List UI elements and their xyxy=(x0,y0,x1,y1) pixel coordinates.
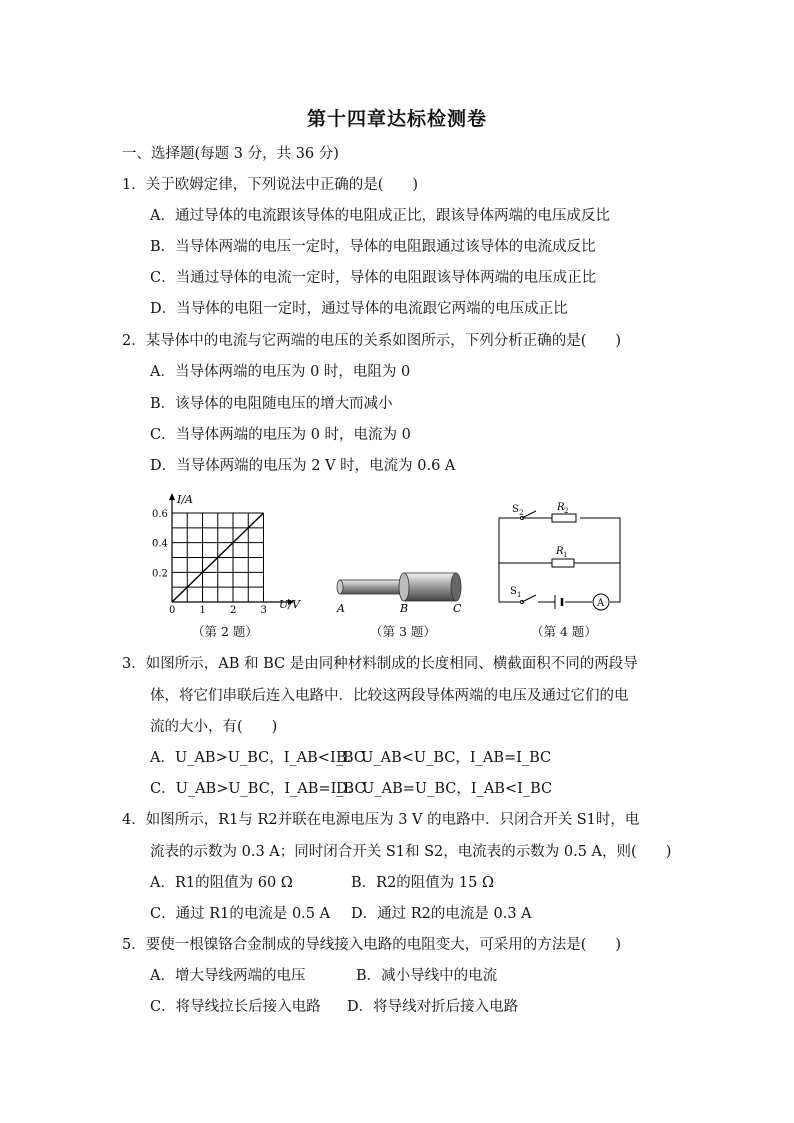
fig2-x-tick-label: 0 xyxy=(169,605,176,615)
q3-option-a: A．U_AB>U_BC，I_AB<I_BC xyxy=(150,750,365,766)
q1-option-b: B．当导体两端的电压一定时，导体的电阻跟通过该导体的电流成反比 xyxy=(150,239,596,255)
fig4-r1-resistor xyxy=(552,559,574,567)
q4-option-d: D．通过 R2的电流是 0.3 A xyxy=(351,906,532,922)
q1-option-d: D．当导体的电阻一定时，通过导体的电流跟它两端的电压成正比 xyxy=(150,301,568,317)
fig4-r2-resistor xyxy=(552,514,576,522)
q5-option-c: C．将导线拉长后接入电路 xyxy=(150,999,321,1015)
q4-option-b: B．R2的阻值为 15 Ω xyxy=(351,875,494,891)
fig2-x-tick-label: 2 xyxy=(230,605,237,615)
fig2-y-label: I/A xyxy=(177,493,193,506)
fig3-thin-section xyxy=(340,580,406,594)
fig4-label-s1-sub: 1 xyxy=(517,591,522,599)
fig4-caption: （第 4 题） xyxy=(531,624,597,639)
fig2-caption: （第 2 题） xyxy=(192,624,258,639)
fig4-s1-blade xyxy=(522,595,536,602)
q4-option-c: C．通过 R1的电流是 0.5 A xyxy=(150,906,331,922)
fig4-label-r2-sub: 2 xyxy=(564,507,569,515)
fig4-wire-right xyxy=(580,518,620,602)
fig3-conductor xyxy=(328,568,478,616)
q1-option-c: C．当通过导体的电流一定时，导体的电阻跟该导体两端的电压成正比 xyxy=(150,270,597,286)
q1-option-a: A．通过导体的电流跟该导体的电阻成正比，跟该导体两端的电压成反比 xyxy=(150,208,610,224)
fig4-label-s1: S xyxy=(510,586,517,597)
fig3-label-b: B xyxy=(400,602,409,615)
q3-option-c: C．U_AB>U_BC，I_AB=I_BC xyxy=(150,781,366,797)
q5-option-b: B．减小导线中的电流 xyxy=(356,968,498,984)
q2-option-b: B．该导体的电阻随电压的增大而减小 xyxy=(150,396,393,412)
fig3-thick-section xyxy=(404,573,456,601)
q4-option-a: A．R1的阻值为 60 Ω xyxy=(150,875,293,891)
fig3-label-c: C xyxy=(453,602,462,615)
fig2-y-tick-label: 0.6 xyxy=(152,509,168,520)
fig4-label-r1: R xyxy=(556,546,564,557)
fig2-y-tick-label: 0.2 xyxy=(152,568,168,580)
q4-stem-line-1: 4．如图所示，R1与 R2并联在电源电压为 3 V 的电路中．只闭合开关 S1时，电 xyxy=(122,812,640,828)
fig4-s2-blade xyxy=(522,511,536,518)
fig3-caption: （第 3 题） xyxy=(370,624,436,639)
q5-stem: 5．要使一根镍铬合金制成的导线接入电路的电阻变大，可采用的方法是( ) xyxy=(122,937,622,953)
fig2-graph xyxy=(148,490,308,615)
q3-option-d: D．U_AB=U_BC，I_AB<I_BC xyxy=(336,781,553,797)
q2-option-d: D．当导体两端的电压为 2 V 时，电流为 0.6 A xyxy=(150,458,456,474)
q2-option-c: C．当导体两端的电压为 0 时，电流为 0 xyxy=(150,427,411,443)
fig4-ammeter-label: A xyxy=(597,598,605,609)
q3-stem-line-2: 体，将它们串联后连入电路中．比较这两段导体两端的电压及通过它们的电 xyxy=(150,688,629,704)
fig3-end-c xyxy=(451,573,461,601)
q3-stem-line-1: 3．如图所示，AB 和 BC 是由同种材料制成的长度相同、横截面积不同的两段导 xyxy=(122,656,638,672)
fig4-label-s2-sub: 2 xyxy=(519,509,524,517)
q2-option-a: A．当导体两端的电压为 0 时，电阻为 0 xyxy=(150,364,411,380)
fig3-joint-b xyxy=(399,573,409,601)
fig3-label-a: A xyxy=(337,602,345,615)
fig2-x-label: U/V xyxy=(279,598,300,611)
section-heading: 一、选择题(每题 3 分，共 36 分) xyxy=(122,146,339,162)
fig3-end-a xyxy=(337,580,343,594)
q1-stem: 1．关于欧姆定律，下列说法中正确的是( ) xyxy=(122,177,419,193)
q3-stem-line-3: 流的大小，有( ) xyxy=(150,719,278,735)
fig4-label-s2: S xyxy=(512,504,519,515)
q3-option-b: B．U_AB<U_BC，I_AB=I_BC xyxy=(336,750,552,766)
q5-option-d: D．将导线对折后接入电路 xyxy=(347,999,519,1015)
page-title: 第十四章达标检测卷 xyxy=(306,108,487,130)
fig4-label-r1-sub: 1 xyxy=(563,551,568,559)
fig2-x-tick-label: 1 xyxy=(199,605,206,615)
fig4-label-r2: R xyxy=(557,502,565,513)
fig4-circuit xyxy=(492,497,632,615)
fig2-x-tick-label: 3 xyxy=(260,605,267,615)
fig2-y-tick-label: 0.4 xyxy=(152,538,168,550)
fig2-y-arrow xyxy=(169,493,175,500)
q2-stem: 2．某导体中的电流与它两端的电压的关系如图所示，下列分析正确的是( ) xyxy=(122,333,622,349)
q5-option-a: A．增大导线两端的电压 xyxy=(150,968,306,984)
q4-stem-line-2: 流表的示数为 0.3 A；同时闭合开关 S1和 S2，电流表的示数为 0.5 A，则( ) xyxy=(150,844,672,860)
